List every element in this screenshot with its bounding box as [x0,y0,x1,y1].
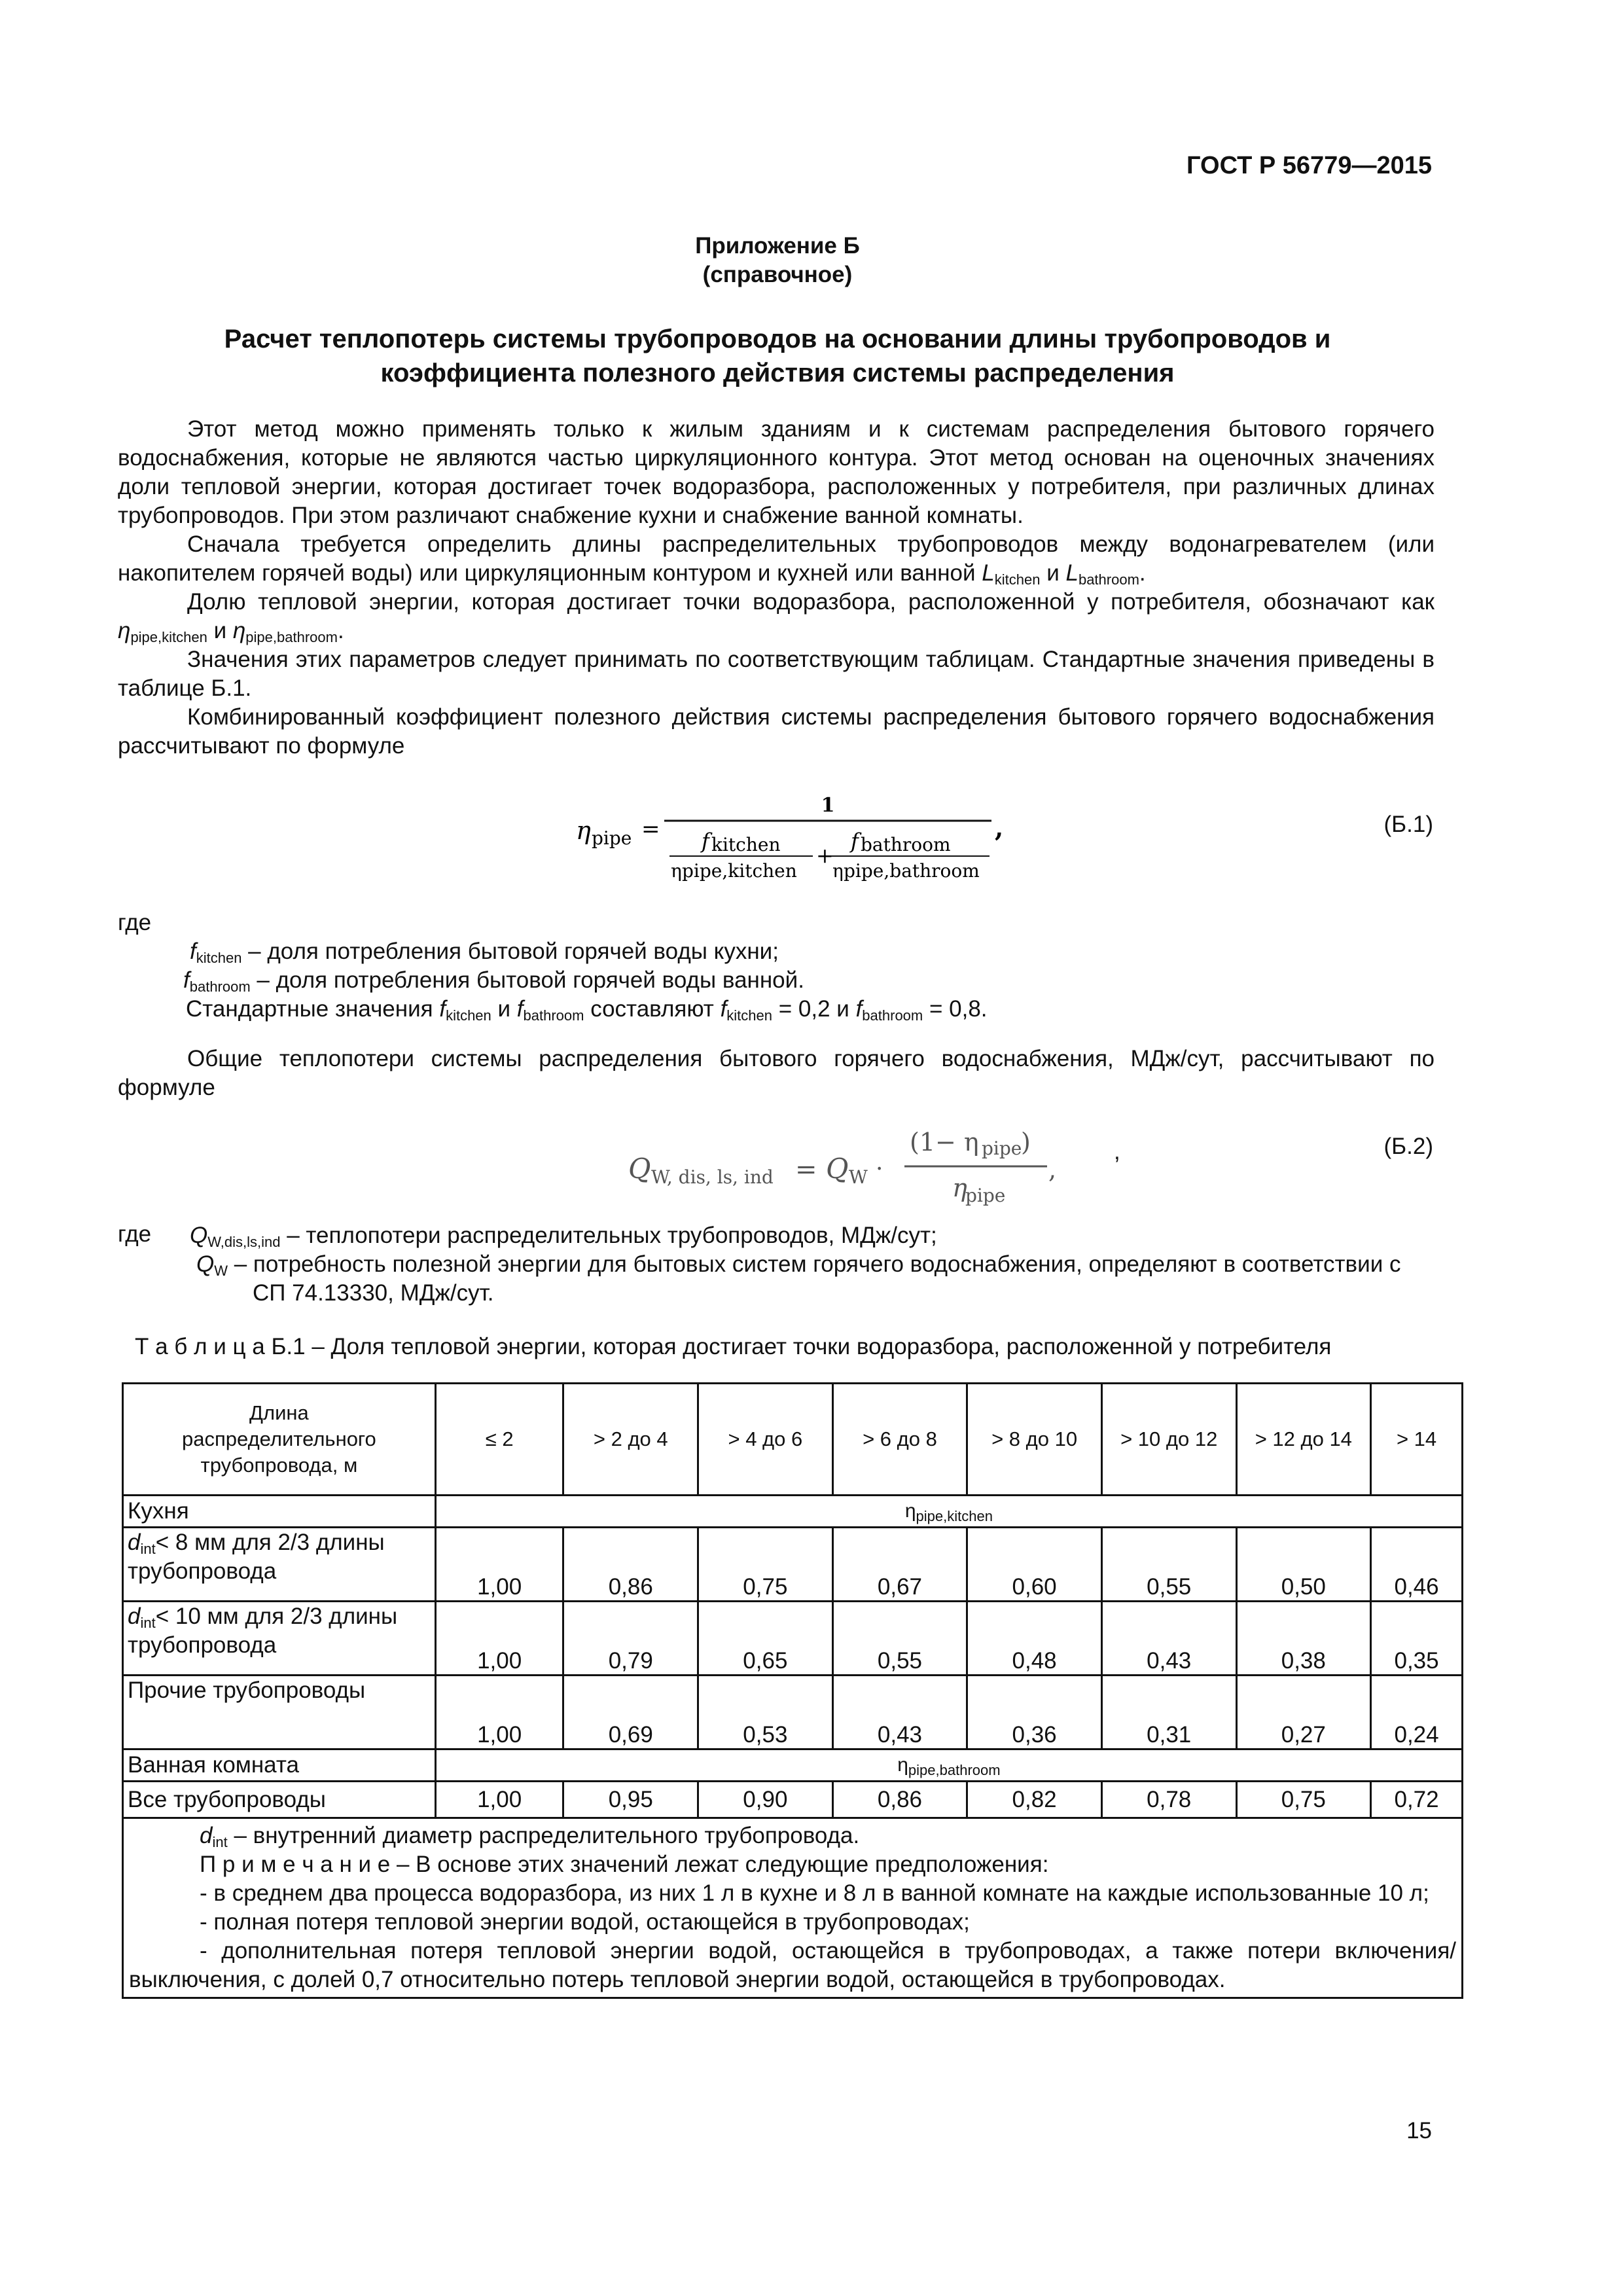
formula2-eq: = [795,1155,817,1185]
def-q-dis: $Q_{W,dis,ls,ind}$ – теплопотери распределительных трубопроводов, МДж/сут; [190,1223,937,1250]
formula1-comma: , [995,813,1004,842]
kitchen-label: Кухня [123,1496,436,1528]
appendix-heading [118,232,1437,289]
table-cell: 0,50 [1236,1528,1371,1602]
table-cell: 0,35 [1371,1602,1463,1676]
table-cell: 0,75 [1236,1782,1371,1818]
paragraph-6-block [118,1045,1435,1102]
table-row [123,1676,1463,1749]
formula1-number: (Б.1) [1383,812,1433,837]
table-cell: 0,78 [1101,1782,1236,1818]
formula2-dot: · [876,1156,883,1183]
header-col: > 4 до 6 [698,1384,833,1496]
table-cell: 1,00 [435,1676,563,1749]
formula1-plus: + [816,843,834,868]
note-item-3: - дополнительная потеря тепловой энергии водой, остающейся в трубопроводах, а также потери включения/выключения, с долей 0,7 относительно потерь тепловой энергии водой, остающейся в трубопроводах. [129,1938,1456,1992]
page-number: 15 [1406,2118,1432,2144]
kitchen-group-row [123,1496,1463,1528]
table-cell: 0,38 [1236,1602,1371,1676]
header-col: > 10 до 12 [1101,1384,1236,1496]
paragraph-5: Комбинированный коэффициент полезного действия системы распределения бытового горячего водоснабжения рассчитывают по формуле [118,704,1435,759]
table-cell: 0,53 [698,1676,833,1749]
formula2-numerator: (1− η [910,1128,979,1157]
formula1-eq: = [641,816,660,842]
table-cell: 0,82 [967,1782,1102,1818]
formula1-f-bathroom: f [851,829,859,853]
formula1-eta-kitchen-sub: pipe,kitchen [682,860,797,882]
bathroom-eta-label: $\eta_{pipe,bathroom}$ [435,1749,1462,1782]
table-cell: 0,48 [967,1602,1102,1676]
table-cell: 0,27 [1236,1676,1371,1749]
header-col: > 12 до 14 [1236,1384,1371,1496]
table-cell: 1,00 [435,1528,563,1602]
formula2-comma2: , [1114,1139,1120,1164]
formula2-lhs-sub: W, dis, ls, ind [651,1166,774,1188]
formula1-eta-bathroom: η [832,860,844,882]
paragraph-3: Долю тепловой энергии, которая достигает точки водоразбора, расположенной у потребителя, обозначают как $\eta_{pipe,kitchen}$ и $\eta_{pipe,bathroom}$. [118,589,1435,645]
table-cell: 0,55 [832,1602,967,1676]
appendix-type: (справочное) [702,262,853,287]
table-cell: 0,86 [563,1528,698,1602]
paragraph-1: Этот метод можно применять только к жилым зданиям и к системам распределения бытового горячего водоснабжения, которые не являются частью циркуляционного контура. Этот метод основан на оценочных значениях доли тепловой энергии, которая достигает точек водоразбора, расположенных у потребителя, при различных длинах трубопроводов. При этом различают снабжение кухни и снабжение ванной комнаты. [118,416,1435,528]
table-header-row [123,1384,1463,1496]
note-dint: $d_{int}$ – внутренний диаметр распределительного трубопровода. [200,1823,860,1850]
header-col: > 6 до 8 [832,1384,967,1496]
formula-b1 [576,785,1034,884]
def-f-kitchen: $f_{kitchen}$ – доля потребления бытовой горячей воды кухни; [190,939,779,966]
formula1-numerator: 1 [821,794,835,817]
table-caption-text: Б.1 – Доля тепловой энергии, которая достигает точки водоразбора, расположенной у потребителя [264,1334,1332,1359]
formula2-numerator-close: ) [1021,1128,1031,1157]
definitions-2 [190,1221,1420,1308]
table-cell: 0,43 [832,1676,967,1749]
table-cell: 0,43 [1101,1602,1236,1676]
table-cell: 0,24 [1371,1676,1463,1749]
formula1-eta-kitchen: η [671,860,682,882]
standard-values: Стандартные значения $f_{kitchen}$ и $f_{bathroom}$ составляют $f_{kitchen} = 0,2$ и $f_{bathroom} = 0,8$. [186,996,988,1024]
paragraph-4: Значения этих параметров следует принимать по соответствующим таблицам. Стандартные значения приведены в таблице Б.1. [118,647,1435,701]
formula2-comma: , [1048,1155,1057,1184]
table-cell: 0,67 [832,1528,967,1602]
formula1-f-kitchen-sub: kitchen [711,834,781,855]
table-row [123,1528,1463,1602]
note-heading: П р и м е ч а н и е – В основе этих значений лежат следующие предположения: [200,1852,1049,1877]
table-cell: 0,90 [698,1782,833,1818]
table-row [123,1602,1463,1676]
table-cell: 0,60 [967,1528,1102,1602]
header-col: ≤ 2 [435,1384,563,1496]
row-label: $d_{int}< 8$ мм для 2/3 длины трубопровода [123,1528,436,1602]
table-cell: 0,55 [1101,1528,1236,1602]
table-caption-label: Т а б л и ц а [135,1334,265,1359]
formula1-lhs-sub: pipe [592,827,632,849]
formula2-denominator-sub: pipe [965,1185,1006,1206]
table-cell: 0,95 [563,1782,698,1818]
formula1-eta-bathroom-sub: pipe,bathroom [844,860,980,882]
definitions-1 [183,937,988,1024]
formula2-rhs-sub: W [849,1166,868,1188]
formula-b2 [622,1113,1145,1211]
document-code: ГОСТ Р 56779—2015 [1186,152,1432,179]
table-cell: 0,79 [563,1602,698,1676]
formula2-q-lhs: Q [628,1153,651,1185]
formula1-f-bathroom-sub: bathroom [861,834,951,855]
header-col: > 14 [1371,1384,1463,1496]
header-length: Длина распределительного трубопровода, м [123,1384,436,1496]
section-title-line2: коэффициента полезного действия системы распределения [380,359,1175,387]
paragraph-2: Сначала требуется определить длины распределительных трубопроводов между водонагревателем (или накопителем горячей воды) или циркуляционным контуром и кухней или ванной $L_{kitchen}$ и $L_{bathroom}$. [118,531,1435,588]
table-cell: 0,65 [698,1602,833,1676]
where-label-1: где [118,910,152,935]
table-caption [135,1334,1331,1360]
table-notes-row [123,1818,1463,1998]
paragraph-6: Общие теплопотери системы распределения бытового горячего водоснабжения, МДж/сут, рассчитывают по формуле [118,1046,1435,1100]
table-cell: 1,00 [435,1602,563,1676]
row-label: Прочие трубопроводы [123,1676,436,1749]
bathroom-group-row [123,1749,1463,1782]
table-cell: 0,72 [1371,1782,1463,1818]
formula2-denominator: η [952,1174,967,1202]
section-title [118,322,1437,390]
formula1-lhs: η [576,816,591,845]
table-cell: 1,00 [435,1782,563,1818]
table-notes [123,1818,1463,1998]
where-label-2: где [118,1221,152,1247]
table-cell: 0,86 [832,1782,967,1818]
table-row [123,1782,1463,1818]
formula1-f-kitchen: f [702,829,709,853]
header-col: > 2 до 4 [563,1384,698,1496]
table-cell: 0,46 [1371,1528,1463,1602]
row-label: $d_{int}< 10$ мм для 2/3 длины трубопровода [123,1602,436,1676]
def-f-bathroom: $f_{bathroom}$ – доля потребления бытовой горячей воды ванной. [183,967,804,995]
note-item-2: - полная потеря тепловой энергии водой, остающейся в трубопроводах; [200,1909,970,1935]
table-b1 [122,1382,1463,1999]
header-col: > 8 до 10 [967,1384,1102,1496]
def-q-w: $Q_W$ – потребность полезной энергии для бытовых систем горячего водоснабжения, определяют в соответствии с СП 74.13330, МДж/сут. [196,1251,1401,1306]
body-text [118,415,1435,761]
formula2-number: (Б.2) [1383,1134,1433,1159]
table-cell: 0,36 [967,1676,1102,1749]
note-item-1: - в среднем два процесса водоразбора, из них 1 л в кухне и 8 л в ванной комнате на каждые использованные 10 л; [200,1880,1429,1906]
table-cell: 0,69 [563,1676,698,1749]
kitchen-eta-label: $\eta_{pipe,kitchen}$ [435,1496,1462,1528]
table-cell: 0,75 [698,1528,833,1602]
section-title-line1: Расчет теплопотерь системы трубопроводов на основании длины трубопроводов и [224,325,1331,353]
row-label: Все трубопроводы [123,1782,436,1818]
formula2-q-rhs: Q [826,1153,849,1185]
bathroom-label: Ванная комната [123,1749,436,1782]
table-cell: 0,31 [1101,1676,1236,1749]
formula2-numerator-sub: pipe [982,1138,1022,1159]
appendix-title: Приложение Б [695,233,860,259]
